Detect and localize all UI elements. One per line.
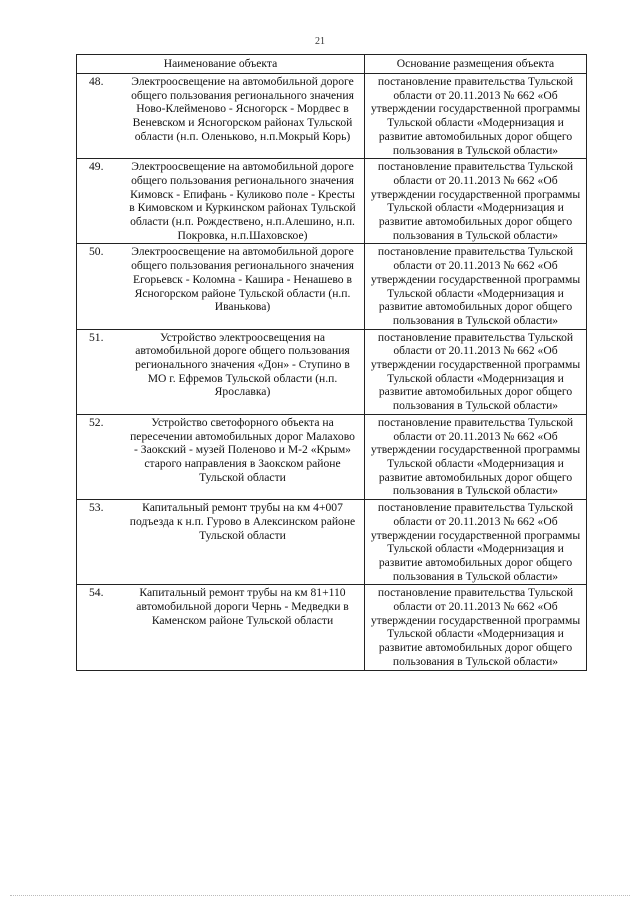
row-number: 50. [89, 245, 104, 259]
object-name: Электроосвещение на автомобильной дороге общего пользования регионального значения Кимовск - Епифань - Куликово поле - Кресты в Кимовском и Куркинском районах Тульской области (н.п. Рождествено, н.п.Алешино, н.п. Покровка, н.п.Шаховское) [129, 160, 356, 242]
object-name: Электроосвещение на автомобильной дороге общего пользования регионального значения Ново-Клейменово - Ясногорск - Мордвес в Веневском и Ясногорском районах Тульской области (н.п. Оленьково, н.п.Мокрый Корь) [131, 75, 354, 143]
table-row [77, 74, 587, 159]
row-number: 52. [89, 415, 104, 429]
table-row [77, 159, 587, 244]
object-name: Электроосвещение на автомобильной дороге общего пользования регионального значения Егорьевск - Коломна - Кашира - Ненашево в Ясногорском районе Тульской области (н.п. Иванькова) [131, 245, 354, 314]
table-row [77, 244, 587, 329]
placement-basis: постановление правительства Тульской области от 20.11.2013 № 662 «Об утверждении государственной программы Тульской области «Модернизация и развитие автомобильных дорог общего пользования в Тульской области» [365, 585, 587, 670]
placement-basis: постановление правительства Тульской области от 20.11.2013 № 662 «Об утверждении государственной программы Тульской области «Модернизация и развитие автомобильных дорог общего пользования в Тульской области» [365, 159, 587, 244]
header-basis: Основание размещения объекта [365, 55, 587, 74]
table-row [77, 329, 587, 414]
header-object-name: Наименование объекта [77, 55, 365, 74]
scan-edge-noise [10, 895, 630, 897]
placement-basis: постановление правительства Тульской области от 20.11.2013 № 662 «Об утверждении государственной программы Тульской области «Модернизация и развитие автомобильных дорог общего пользования в Тульской области» [365, 414, 587, 499]
objects-table [76, 54, 587, 671]
page-number: 21 [315, 36, 325, 47]
row-number: 49. [89, 160, 104, 174]
row-number: 53. [89, 501, 104, 515]
object-name: Капитальный ремонт трубы на км 4+007 подъезда к н.п. Гурово в Алексинском районе Тульской области [129, 501, 356, 542]
row-number: 51. [89, 330, 104, 344]
object-name: Капитальный ремонт трубы на км 81+110 автомобильной дороги Чернь - Медведки в Каменском районе Тульской области [136, 586, 349, 627]
row-number: 48. [89, 75, 104, 88]
object-name: Устройство светофорного объекта на пересечении автомобильных дорог Малахово - Заокский - музей Поленово и М-2 «Крым» старого направления в Заокском районе Тульской области [130, 415, 355, 484]
table-row [77, 585, 587, 670]
placement-basis: постановление правительства Тульской области от 20.11.2013 № 662 «Об утверждении государственной программы Тульской области «Модернизация и развитие автомобильных дорог общего пользования в Тульской области» [365, 329, 587, 414]
table-row [77, 500, 587, 585]
table-header-row [77, 55, 587, 74]
table-row [77, 414, 587, 499]
row-number: 54. [89, 586, 104, 600]
placement-basis: постановление правительства Тульской области от 20.11.2013 № 662 «Об утверждении государственной программы Тульской области «Модернизация и развитие автомобильных дорог общего пользования в Тульской области» [365, 244, 587, 329]
placement-basis: постановление правительства Тульской области от 20.11.2013 № 662 «Об утверждении государственной программы Тульской области «Модернизация и развитие автомобильных дорог общего пользования в Тульской области» [365, 500, 587, 585]
object-name: Устройство электроосвещения на автомобильной дороге общего пользования регионального значения «Дон» - Ступино в МО г. Ефремов Тульской области (н.п. Ярославка) [135, 330, 350, 399]
placement-basis: постановление правительства Тульской области от 20.11.2013 № 662 «Об утверждении государственной программы Тульской области «Модернизация и развитие автомобильных дорог общего пользования в Тульской области» [365, 74, 587, 159]
